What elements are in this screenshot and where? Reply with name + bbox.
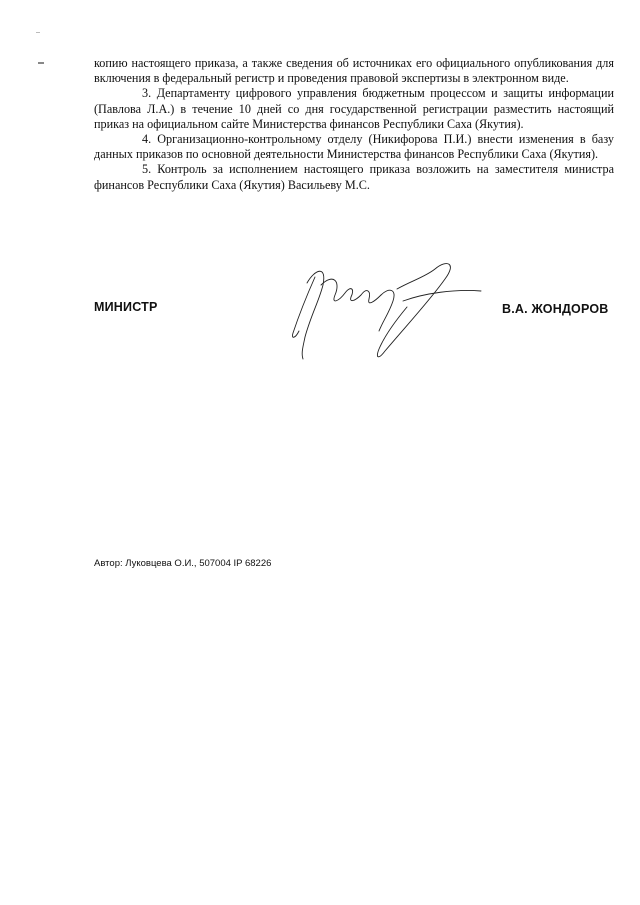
scan-artifact: [38, 62, 44, 64]
paragraph-item-3: 3. Департаменту цифрового управления бюджетным процессом и защиты информации (Павлова Л.А.) в течение 10 дней со дня государственной регистрации разместить настоящий приказ на официальном сайте Министерства финансов Республики Саха (Якутия).: [94, 86, 614, 131]
signatory-name: В.А. ЖОНДОРОВ: [502, 302, 609, 316]
paragraph-continuation: копию настоящего приказа, а также сведения об источниках его официального опубликования для включения в федеральный регистр и проведения правовой экспертизы в электронном виде.: [94, 56, 614, 86]
paragraph-item-4: 4. Организационно-контрольному отделу (Никифорова П.И.) внести изменения в базу данных приказов по основной деятельности Министерства финансов Республики Саха (Якутия).: [94, 132, 614, 162]
author-line: Автор: Луковцева О.И., 507004 IP 68226: [94, 558, 272, 569]
scan-artifact: [36, 32, 40, 33]
handwritten-signature: [285, 255, 485, 365]
paragraph-item-5: 5. Контроль за исполнением настоящего приказа возложить на заместителя министра финансов Республики Саха (Якутия) Васильеву М.С.: [94, 162, 614, 192]
signatory-title: МИНИСТР: [94, 300, 158, 314]
document-body: [94, 56, 614, 193]
